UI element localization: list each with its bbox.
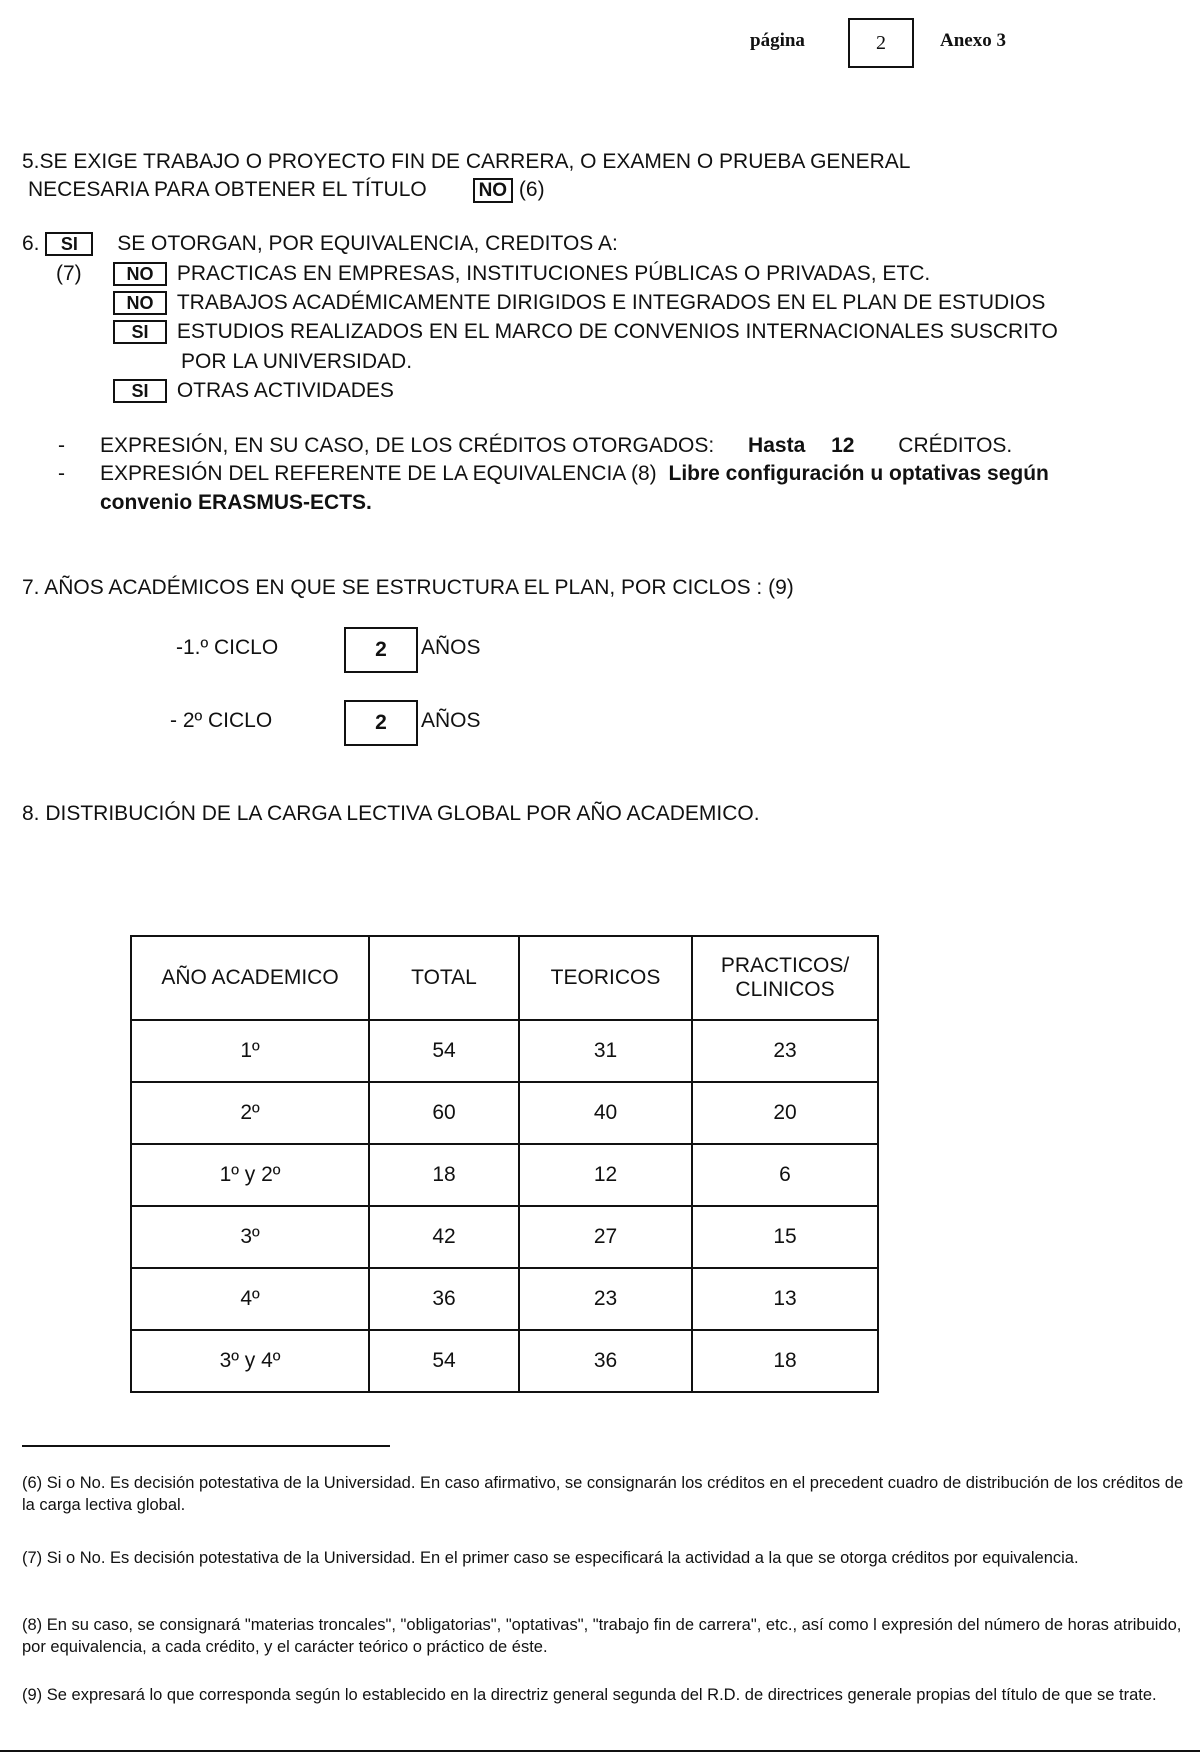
- column-header-practical-line-2: CLINICOS: [735, 978, 835, 1001]
- table-row: [131, 1268, 878, 1330]
- theory-cell: 23: [519, 1268, 692, 1330]
- cycle-years-box: [344, 700, 418, 746]
- equivalence-item-text: OTRAS ACTIVIDADES: [176, 379, 394, 402]
- theory-cell: 40: [519, 1082, 692, 1144]
- section-5-line-2: [28, 178, 545, 203]
- table-row: [131, 1020, 878, 1082]
- equivalence-item-mark: SI: [113, 379, 167, 403]
- cycle-years-unit: AÑOS: [421, 636, 481, 659]
- footnote-divider: [22, 1445, 390, 1447]
- equivalence-item: [113, 291, 1045, 315]
- section-6-number: 6.: [22, 232, 40, 255]
- equivalence-item-mark: NO: [113, 291, 167, 315]
- total-cell: 54: [369, 1020, 519, 1082]
- equivalence-item-mark: SI: [113, 320, 167, 344]
- equivalence-item-text: ESTUDIOS REALIZADOS EN EL MARCO DE CONVENIOS INTERNACIONALES SUSCRITO: [176, 320, 1058, 343]
- section-5-line-1: 5.SE EXIGE TRABAJO O PROYECTO FIN DE CARRERA, O EXAMEN O PRUEBA GENERAL: [22, 150, 911, 173]
- year-cell: 4º: [131, 1268, 369, 1330]
- equivalence-reference-value-continued: convenio ERASMUS-ECTS.: [100, 491, 372, 514]
- practical-cell: 18: [692, 1330, 878, 1392]
- section-7-title: 7. AÑOS ACADÉMICOS EN QUE SE ESTRUCTURA EL PLAN, POR CICLOS : (9): [22, 576, 794, 599]
- theory-cell: 36: [519, 1330, 692, 1392]
- practical-cell: 20: [692, 1082, 878, 1144]
- section-6-title: SE OTORGAN, POR EQUIVALENCIA, CREDITOS A:: [117, 232, 618, 255]
- section-5-answer-box: NO: [473, 178, 514, 203]
- footnote-8: (8) En su caso, se consignará "materias troncales", "obligatorias", "optativas", "trabajo fin de carrera", etc., así como l expresión del número de horas atribuido, por equivalencia, a cada crédito, y el carácter teórico o práctico de éste.: [22, 1616, 1182, 1657]
- footnote-9: (9) Se expresará lo que corresponda según lo establecido en la directriz general segunda del R.D. de directrices generale propias del título de que se trate.: [22, 1686, 1157, 1704]
- credits-granted-unit: CRÉDITOS.: [898, 434, 1013, 457]
- cycle-label: -1.º CICLO: [176, 636, 279, 659]
- theory-cell: 31: [519, 1020, 692, 1082]
- equivalence-reference-value: Libre configuración u optativas según: [668, 462, 1049, 485]
- cycle-years-value: 2: [375, 711, 387, 734]
- credits-granted-number: 12: [831, 434, 855, 457]
- table-row: [131, 1082, 878, 1144]
- total-cell: 42: [369, 1206, 519, 1268]
- credits-granted-value: Hasta: [748, 434, 806, 457]
- footnote-6: (6) Si o No. Es decisión potestativa de la Universidad. En caso afirmativo, se consignarán los créditos en el precedent cuadro de distribución de los créditos de la carga lectiva global.: [22, 1474, 1184, 1515]
- equivalence-item-mark: NO: [113, 262, 167, 286]
- section-6-note: (7): [56, 262, 82, 285]
- equivalence-reference-label: EXPRESIÓN DEL REFERENTE DE LA EQUIVALENCIA (8): [100, 462, 657, 485]
- cycle-years-value: 2: [375, 638, 387, 661]
- equivalence-item-text: PRACTICAS EN EMPRESAS, INSTITUCIONES PÚBLICAS O PRIVADAS, ETC.: [176, 262, 931, 285]
- theory-cell: 12: [519, 1144, 692, 1206]
- page-number: 2: [876, 31, 886, 54]
- column-header-theory: TEORICOS: [519, 936, 692, 1020]
- section-5-note: (6): [518, 178, 545, 201]
- teaching-load-table: [130, 935, 879, 1393]
- cycle-label: - 2º CICLO: [170, 709, 273, 732]
- theory-cell: 27: [519, 1206, 692, 1268]
- year-cell: 1º y 2º: [131, 1144, 369, 1206]
- total-cell: 54: [369, 1330, 519, 1392]
- total-cell: 36: [369, 1268, 519, 1330]
- equivalence-item-text: TRABAJOS ACADÉMICAMENTE DIRIGIDOS E INTEGRADOS EN EL PLAN DE ESTUDIOS: [176, 291, 1046, 314]
- page-label: página: [750, 30, 805, 51]
- bullet-dash: -: [58, 462, 65, 485]
- table-row: [131, 1330, 878, 1392]
- section-6-header: [22, 232, 618, 256]
- equivalence-item: [113, 320, 1058, 344]
- credits-granted-label: EXPRESIÓN, EN SU CASO, DE LOS CRÉDITOS OTORGADOS:: [100, 434, 715, 457]
- annex-label: Anexo 3: [940, 30, 1006, 51]
- page-number-box: [848, 18, 914, 68]
- total-cell: 60: [369, 1082, 519, 1144]
- year-cell: 3º: [131, 1206, 369, 1268]
- column-header-year: AÑO ACADEMICO: [131, 936, 369, 1020]
- bullet-dash: -: [58, 434, 65, 457]
- equivalence-item: [113, 262, 930, 286]
- table-row: [131, 1206, 878, 1268]
- section-8-title: 8. DISTRIBUCIÓN DE LA CARGA LECTIVA GLOBAL POR AÑO ACADEMICO.: [22, 802, 760, 825]
- practical-cell: 13: [692, 1268, 878, 1330]
- equivalence-item-text-continued: POR LA UNIVERSIDAD.: [181, 350, 413, 373]
- year-cell: 3º y 4º: [131, 1330, 369, 1392]
- practical-cell: 15: [692, 1206, 878, 1268]
- total-cell: 18: [369, 1144, 519, 1206]
- table-row: [131, 1144, 878, 1206]
- column-header-practical-line-1: PRACTICOS/: [720, 953, 850, 977]
- table-header-row: [131, 936, 878, 1020]
- credits-granted-line: [100, 434, 1012, 458]
- column-header-total: TOTAL: [369, 936, 519, 1020]
- column-header-practical: [692, 936, 878, 1020]
- section-6-answer-box: SI: [45, 232, 93, 256]
- footnote-7: (7) Si o No. Es decisión potestativa de la Universidad. En el primer caso se especificará la actividad a la que se otorga créditos por equivalencia.: [22, 1549, 1079, 1567]
- page-bottom-rule: [0, 1750, 1200, 1752]
- practical-cell: 23: [692, 1020, 878, 1082]
- equivalence-item: [113, 379, 394, 403]
- cycle-years-box: [344, 627, 418, 673]
- equivalence-reference-line: [100, 462, 1049, 486]
- year-cell: 2º: [131, 1082, 369, 1144]
- section-5-text: NECESARIA PARA OBTENER EL TÍTULO: [28, 178, 427, 201]
- year-cell: 1º: [131, 1020, 369, 1082]
- cycle-years-unit: AÑOS: [421, 709, 481, 732]
- practical-cell: 6: [692, 1144, 878, 1206]
